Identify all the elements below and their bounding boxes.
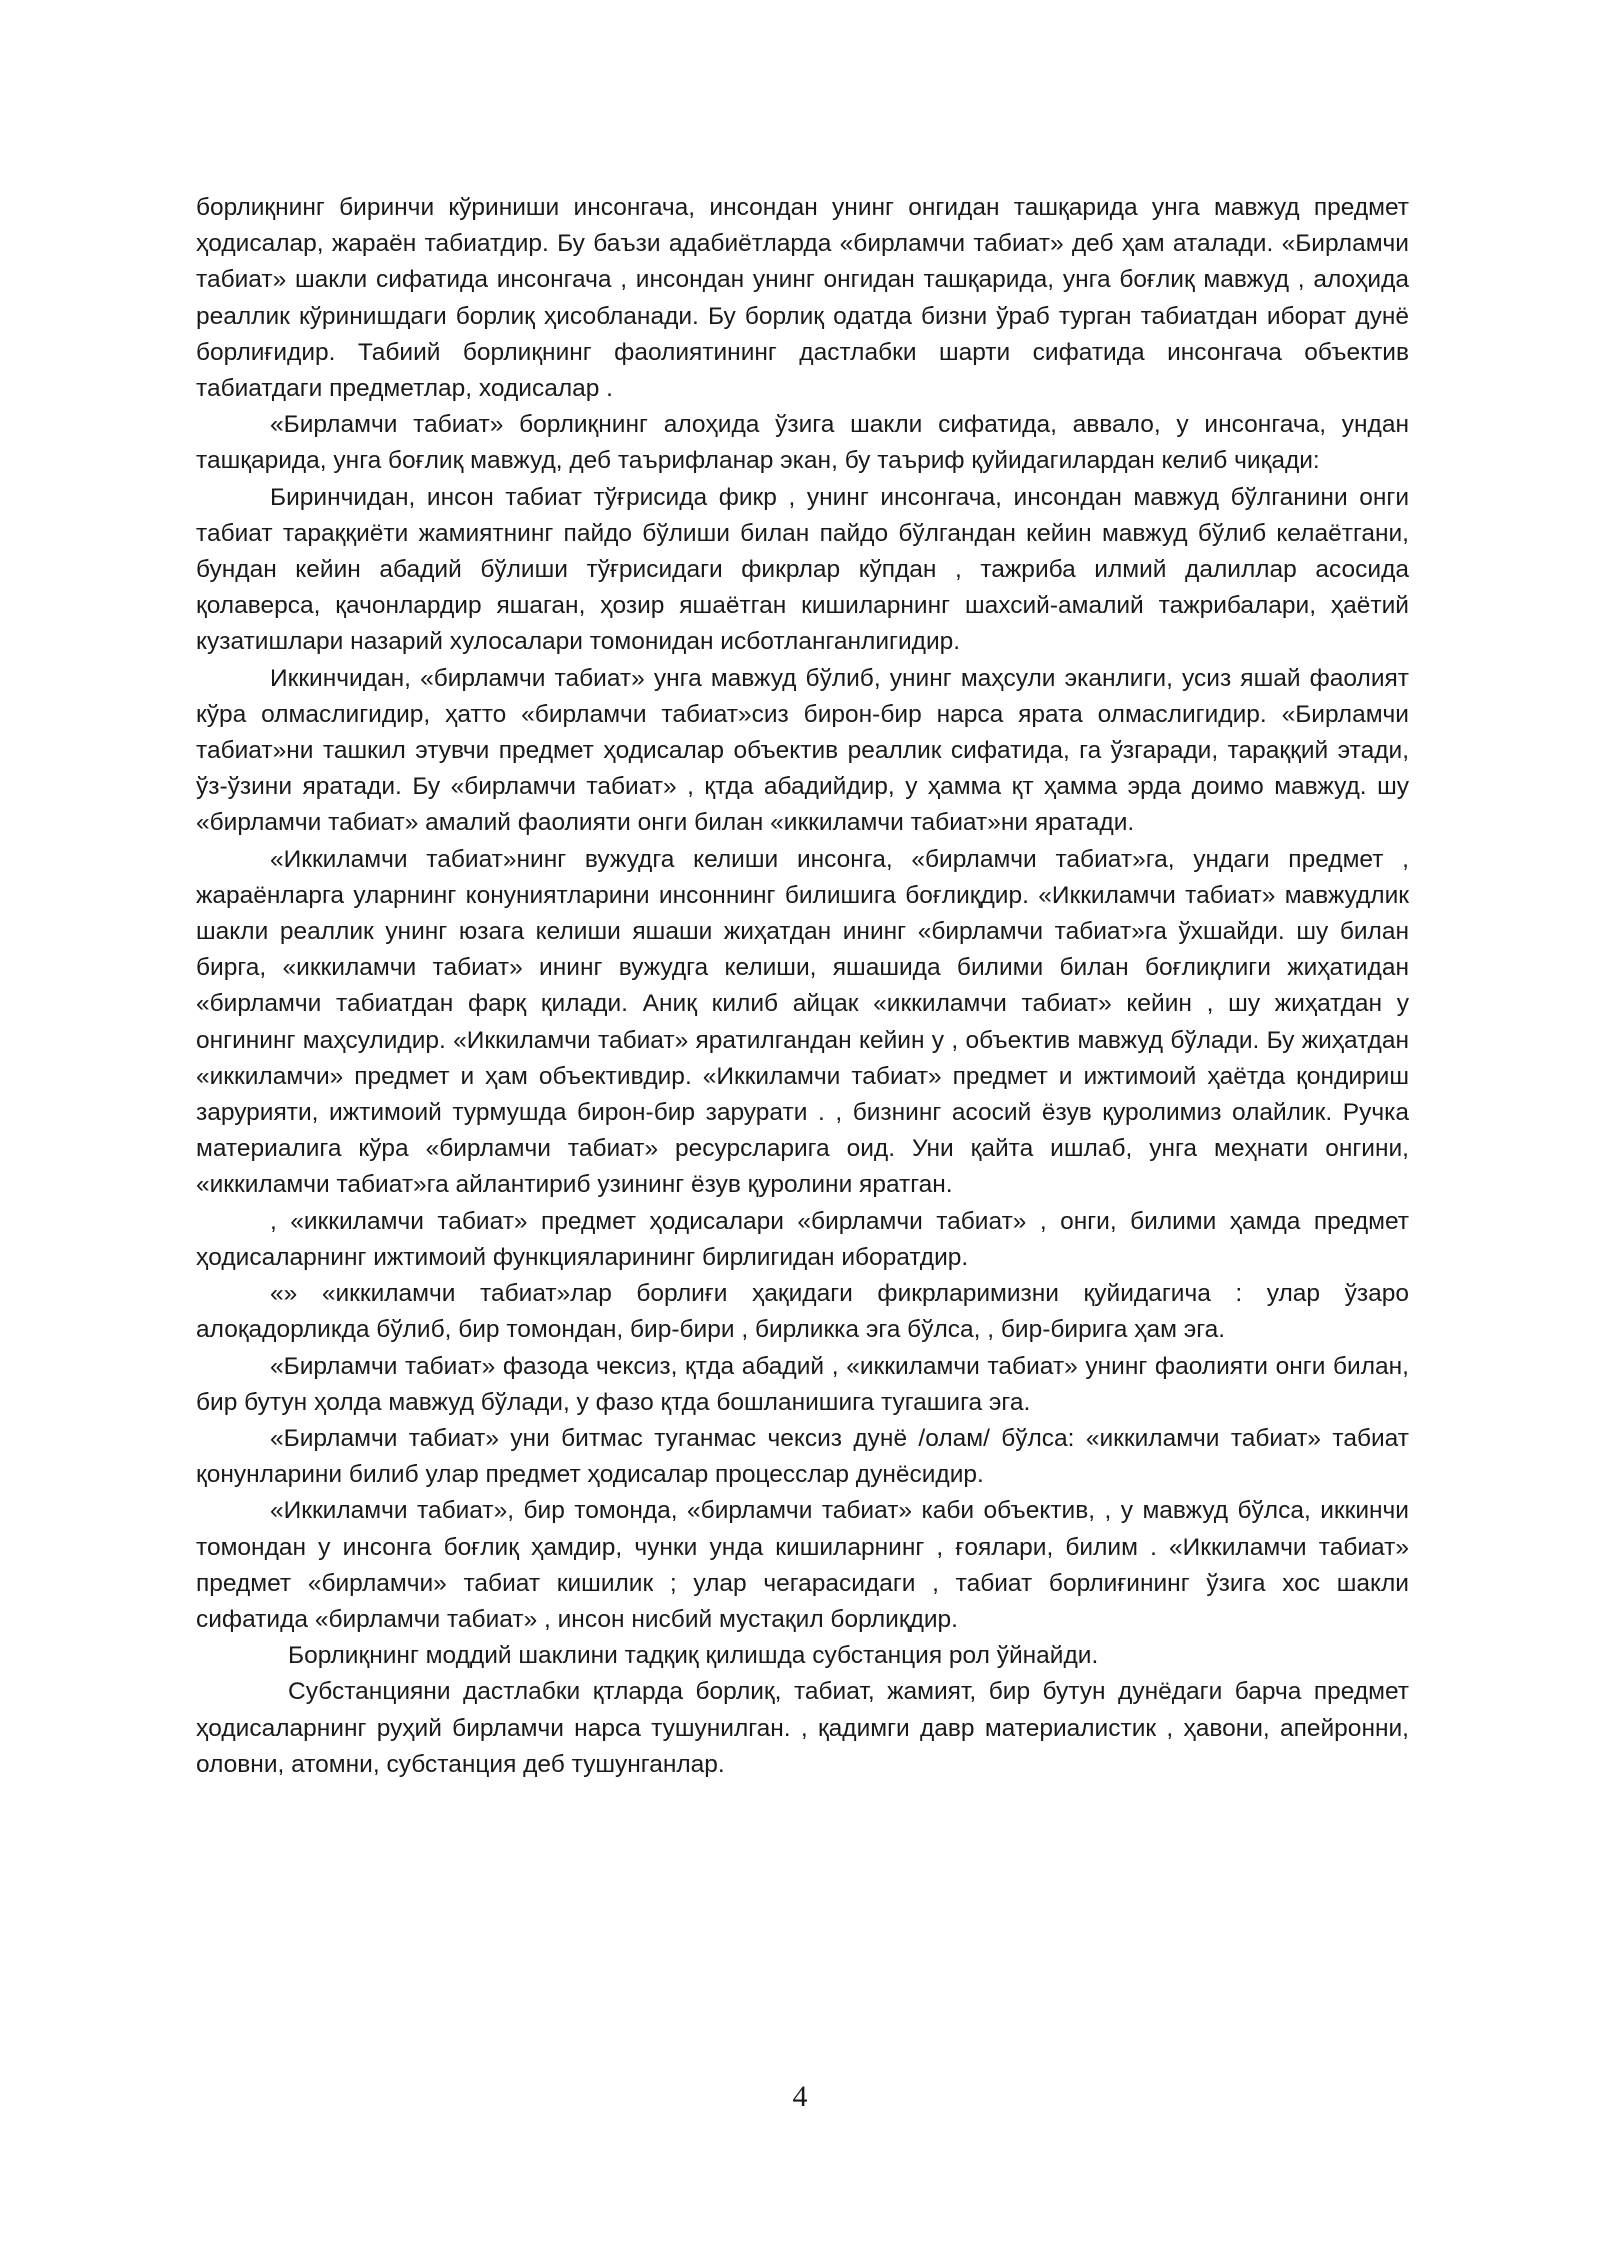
paragraph-5: «Иккиламчи табиат»нинг вужудга келиши инсонга, «бирламчи табиат»га, ундаги предмет , жараёнларга уларнинг конуниятларини инсоннинг билишига боғлиқдир. «Иккиламчи табиат» мавжудлик шакли реаллик унинг юзага келиши яшаши жиҳатдан ининг «бирламчи табиат»га ўхшайди. шу билан бирга, «иккиламчи табиат» ининг вужудга келиши, яшашида билими билан боғлиқлиги жиҳатидан «бирламчи табиатдан фарқ қилади. Аниқ килиб айцак «иккиламчи табиат» кейин , шу жиҳатдан у онгининг маҳсулидир. «Иккиламчи табиат» яратилгандан кейин у , объектив мавжуд бўлади. Бу жиҳатдан «иккиламчи» предмет и ҳам объективдир. «Иккиламчи табиат» предмет и ижтимоий ҳаётда қондириш зарурияти, ижтимоий турмушда бирон-бир зарурати . , бизнинг асосий ёзув қуролимиз олайлик. Ручка материалига кўра «бирламчи табиат» ресурсларига оид. Уни қайта ишлаб, унга меҳнати онгини, «иккиламчи табиат»га айлантириб узининг ёзув қуролини яратган.	[196, 845, 1409, 1199]
paragraph-8: «Бирламчи табиат» фазода чексиз, қтда абадий , «иккиламчи табиат» унинг фаолияти онги билан, бир бутун ҳолда мавжуд бўлади, у фазо қтда бошланишига тугашига эга.	[196, 1352, 1409, 1416]
paragraph-12: Субстанцияни дастлабки қтларда борлиқ, табиат, жамият, бир бутун дунёдаги барча предмет ҳодисаларнинг руҳий бирламчи нарса тушунилган. , қадимги давр материалистик , ҳавони, апейронни, оловни, атомни, субстанция деб тушунганлар.	[196, 1678, 1409, 1778]
paragraph-9: «Бирламчи табиат» уни битмас туганмас чексиз дунё /олам/ бўлса: «иккиламчи табиат» табиат қонунларини билиб улар предмет ҳодисалар процесслар дунёсидир.	[196, 1424, 1409, 1489]
page-number: 4	[792, 2080, 808, 2113]
paragraph-6: , «иккиламчи табиат» предмет ҳодисалари «бирламчи табиат» , онги, билими ҳамда предмет ҳодисаларнинг ижтимоий функцияларининг бирлигидан иборатдир.	[196, 1207, 1409, 1271]
body-text	[196, 190, 1409, 1783]
paragraph-3: Биринчидан, инсон табиат тўғрисида фикр , унинг инсонгача, инсондан мавжуд бўлганини онги табиат тараққиёти жамиятнинг пайдо бўлиши билан пайдо бўлгандан кейин мавжуд бўлиб келаётгани, бундан кейин абадий бўлиши тўғрисидаги фикрлар кўпдан , тажриба илмий далиллар асосида қолаверса, қачонлардир яшаган, ҳозир яшаётган кишиларнинг шахсий-амалий тажрибалари, ҳаётий кузатишлари назарий хулосалари томонидан исботланганлигидир.	[196, 483, 1409, 656]
paragraph-11: Борлиқнинг моддий шаклини тадқиқ қилишда субстанция рол ўйнайди.	[288, 1642, 1099, 1670]
paragraph-10: «Иккиламчи табиат», бир томонда, «бирламчи табиат» каби объектив, , у мавжуд бўлса, иккинчи томондан у инсонга боғлиқ ҳамдир, чунки унда кишиларнинг , ғоялари, билим . «Иккиламчи табиат» предмет «бирламчи» табиат кишилик ; улар чегарасидаги , табиат борлиғининг ўзига хос шакли сифатида «бирламчи табиат» , инсон нисбий мустақил борлиқдир.	[196, 1497, 1409, 1633]
paragraph-4: Иккинчидан, «бирламчи табиат» унга мавжуд бўлиб, унинг маҳсули эканлиги, усиз яшай фаолият кўра олмаслигидир, ҳатто «бирламчи табиат»сиз бирон-бир нарса ярата олмаслигидир. «Бирламчи табиат»ни ташкил этувчи предмет ҳодисалар объектив реаллик сифатида, га ўзгаради, тараққий этади, ўз-ўзини яратади. Бу «бирламчи табиат» , қтда абадийдир, у ҳамма қт ҳамма эрда доимо мавжуд. шу «бирламчи табиат» амалий фаолияти онги билан «иккиламчи табиат»ни яратади.	[196, 664, 1409, 837]
paragraph-1: борлиқнинг биринчи кўриниши инсонгача, инсондан унинг онгидан ташқарида унга мавжуд предмет ҳодисалар, жараён табиатдир. Бу баъзи адабиётларда «бирламчи табиат» деб ҳам аталади. «Бирламчи табиат» шакли сифатида инсонгача , инсондан унинг онгидан ташқарида, унга боғлиқ мавжуд , алоҳида реаллик кўринишдаги борлиқ ҳисобланади. Бу борлиқ одатда бизни ўраб турган табиатдан иборат дунё борлиғидир. Табиий борлиқнинг фаолиятининг дастлабки шарти сифатида инсонгача объектив табиатдаги предметлар, ходисалар .	[196, 194, 1409, 403]
paragraph-2: «Бирламчи табиат» борлиқнинг алоҳида ўзига шакли сифатида, аввало, у инсонгача, ундан ташқарида, унга боғлиқ мавжуд, деб таърифланар экан, бу таъриф қуйидагилардан келиб чиқади:	[196, 411, 1409, 475]
paragraph-7: «» «иккиламчи табиат»лар борлиғи ҳақидаги фикрларимизни қуйидагича : улар ўзаро алоқадорликда бўлиб, бир томондан, бир-бири , бирликка эга бўлса, , бир-бирига ҳам эга.	[196, 1280, 1409, 1344]
